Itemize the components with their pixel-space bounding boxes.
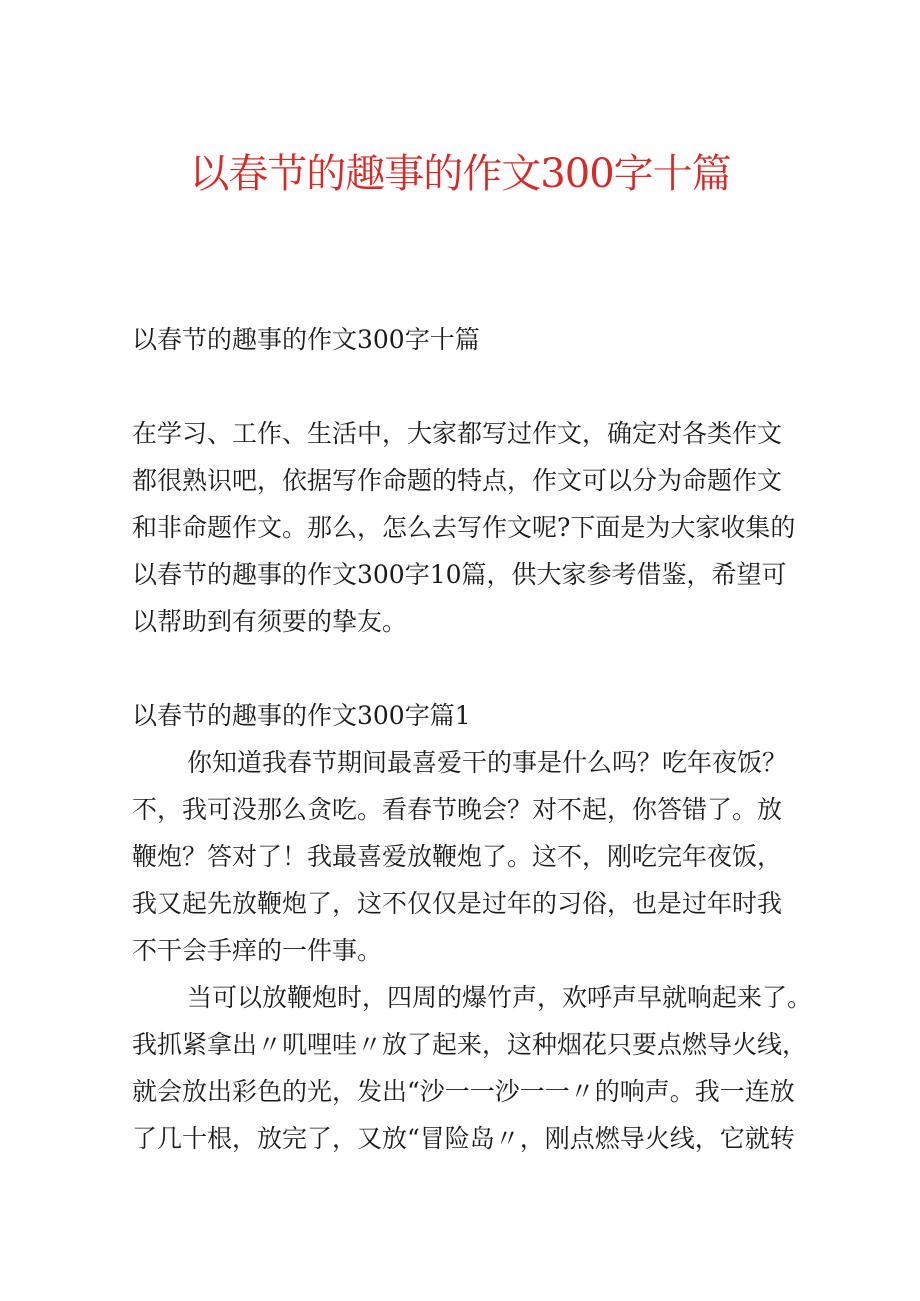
paragraph-line: 我又起先放鞭炮了，这不仅仅是过年的习俗，也是过年时我 [132,889,783,918]
essay-paragraph-1 [132,739,804,974]
paragraph-line: 不干会手痒的一件事。 [132,936,383,965]
spacer [132,645,804,692]
subtitle: 以春节的趣事的作文300字十篇 [132,325,480,354]
intro-line: 以春节的趣事的作文300字10篇，供大家参考借鉴，希望可 [132,560,787,589]
paragraph-line: 你知道我春节期间最喜爱干的事是什么吗？吃年夜饭？ [187,748,788,777]
paragraph-line: 了几十根，放完了，又放“冒险岛〃，刚点燃导火线，它就转 [132,1124,795,1153]
spacer [132,363,804,410]
intro-line: 和非命题作文。那么，怎么去写作文呢?下面是为大家收集的 [132,513,796,542]
section-heading: 以春节的趣事的作文300字篇1 [132,701,471,730]
intro-line: 在学习、工作、生活中，大家都写过作文，确定对各类作文 [132,419,783,448]
paragraph-line: 当可以放鞭炮时，四周的爆竹声，欢呼声早就响起来了。 [187,983,813,1012]
essay-paragraph-2 [132,974,813,1162]
intro-paragraph [132,410,804,645]
intro-line: 以帮助到有须要的挚友。 [132,607,408,636]
document-body [132,316,813,1162]
paragraph-line: 就会放出彩色的光，发出“沙一一沙一一〃的响声。我一连放 [132,1077,795,1106]
paragraph-line: 不，我可没那么贪吃。看春节晚会？对不起，你答错了。放 [132,795,783,824]
document-title: 以春节的趣事的作文300字十篇 [189,151,731,197]
paragraph-line: 我抓紧拿出〃叽哩哇〃放了起来，这种烟花只要点燃导火线， [132,1030,808,1059]
intro-line: 都很熟识吧，依据写作命题的特点，作文可以分为命题作文 [132,466,783,495]
paragraph-line: 鞭炮？答对了！我最喜爱放鞭炮了。这不，刚吃完年夜饭， [132,842,783,871]
